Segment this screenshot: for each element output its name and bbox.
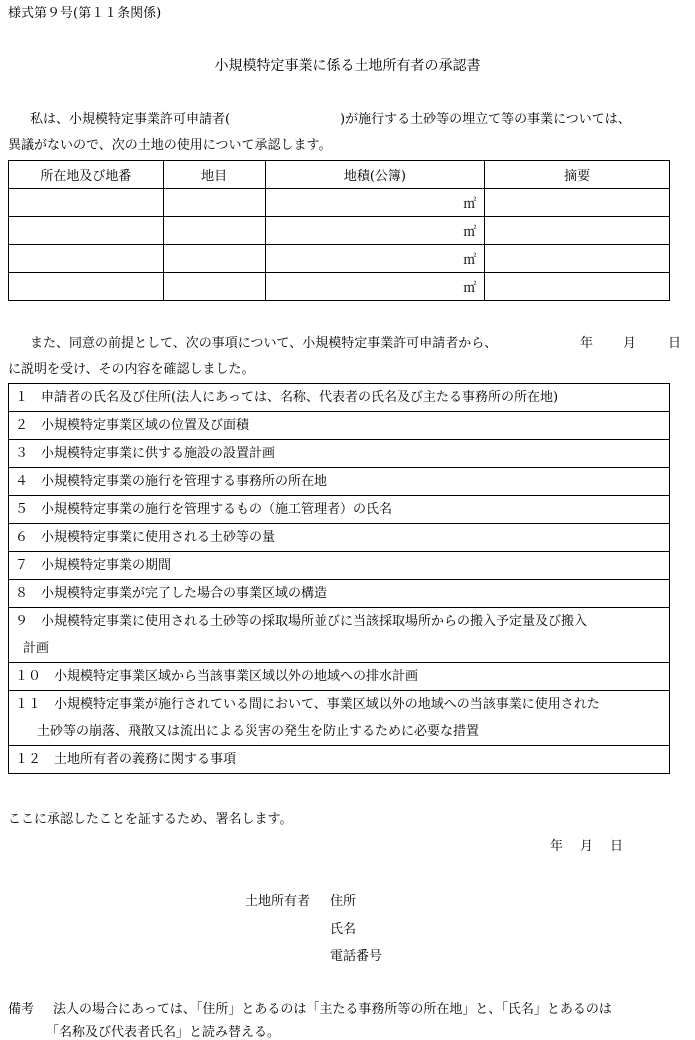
items-table: [8, 383, 670, 774]
area-cell[interactable]: [265, 273, 485, 301]
confirm-line2: に説明を受け、その内容を確認しました。: [8, 362, 255, 377]
list-item: ３ 小規模特定事業に供する施設の設置計画: [9, 440, 670, 468]
list-item: ８ 小規模特定事業が完了した場合の事業区域の構造: [9, 580, 670, 608]
list-item: [9, 691, 670, 746]
area-cell[interactable]: [265, 217, 485, 245]
list-item: ６ 小規模特定事業に使用される土砂等の量: [9, 524, 670, 552]
header-area: 地積(公簿): [265, 161, 485, 189]
header-remarks: 摘要: [485, 161, 670, 189]
land-category-cell[interactable]: [163, 245, 265, 273]
table-row: [9, 189, 670, 217]
land-category-cell[interactable]: [163, 189, 265, 217]
list-item: １ 申請者の氏名及び住所(法人にあっては、名称、代表者の氏名及び主たる事務所の所在地): [9, 384, 670, 412]
sign-date: 年 月 日: [550, 839, 626, 854]
location-cell[interactable]: [9, 245, 164, 273]
form-label: 様式第９号(第１１条関係): [8, 6, 162, 21]
location-cell[interactable]: [9, 217, 164, 245]
remarks-line1: 法人の場合にあっては、「住所」とあるのは「主たる事務所等の所在地」と、「氏名」とあるのは: [53, 1002, 612, 1017]
area-cell[interactable]: [265, 245, 485, 273]
owner-label: 土地所有者: [245, 894, 311, 909]
table-row: [9, 217, 670, 245]
list-item-line: 土砂等の崩落、飛散又は流出による災害の発生を防止するために必要な措置: [37, 724, 480, 739]
closing-text: ここに承認したことを証するため、署名します。: [8, 812, 293, 827]
intro-line2: 異議がないので、次の土地の使用について承認します。: [8, 138, 332, 153]
land-table: [8, 160, 670, 301]
land-category-cell[interactable]: [163, 217, 265, 245]
remarks-cell[interactable]: [485, 189, 670, 217]
intro-line1-b: )が施行する土砂等の埋立て等の事業については、: [340, 112, 631, 127]
area-unit: ㎡: [463, 253, 477, 268]
table-row: [9, 245, 670, 273]
table-row: [9, 273, 670, 301]
list-item: ２ 小規模特定事業区域の位置及び面積: [9, 412, 670, 440]
list-item: １０ 小規模特定事業区域から当該事業区域以外の地域への排水計画: [9, 663, 670, 691]
area-cell[interactable]: [265, 189, 485, 217]
list-item-line: 計画: [23, 641, 50, 656]
land-category-cell[interactable]: [163, 273, 265, 301]
confirm-month: 月: [623, 336, 637, 351]
address-label: 住所: [330, 894, 357, 909]
list-item-line: １１ 小規模特定事業が施行されている間において、事業区域以外の地域への当該事業に使用された: [15, 697, 600, 712]
confirm-day: 日: [668, 336, 682, 351]
header-land-category: 地目: [163, 161, 265, 189]
header-location: 所在地及び地番: [9, 161, 164, 189]
area-unit: ㎡: [463, 225, 477, 240]
area-unit: ㎡: [463, 197, 477, 212]
phone-label: 電話番号: [330, 949, 383, 964]
list-item: ７ 小規模特定事業の期間: [9, 552, 670, 580]
list-item: ４ 小規模特定事業の施行を管理する事務所の所在地: [9, 468, 670, 496]
remarks-label: 備考: [8, 1002, 35, 1017]
intro-line1-a: 私は、小規模特定事業許可申請者(: [30, 112, 231, 127]
remarks-cell[interactable]: [485, 217, 670, 245]
remarks-line2: 「名称及び代表者氏名」と読み替える。: [46, 1025, 281, 1040]
name-label: 氏名: [330, 922, 357, 937]
location-cell[interactable]: [9, 273, 164, 301]
remarks-cell[interactable]: [485, 245, 670, 273]
list-item: ５ 小規模特定事業の施行を管理するもの（施工管理者）の氏名: [9, 496, 670, 524]
list-item-line: ９ 小規模特定事業に使用される土砂等の採取場所並びに当該採取場所からの搬入予定量及び搬入: [15, 614, 588, 629]
list-item: [9, 608, 670, 663]
remarks-cell[interactable]: [485, 273, 670, 301]
area-unit: ㎡: [463, 281, 477, 296]
confirm-line1: また、同意の前提として、次の事項について、小規模特定事業許可申請者から、: [30, 336, 498, 351]
document-title: 小規模特定事業に係る土地所有者の承認書: [214, 58, 481, 74]
location-cell[interactable]: [9, 189, 164, 217]
land-table-header-row: [9, 161, 670, 189]
list-item: １２ 土地所有者の義務に関する事項: [9, 746, 670, 774]
confirm-year: 年: [580, 336, 594, 351]
